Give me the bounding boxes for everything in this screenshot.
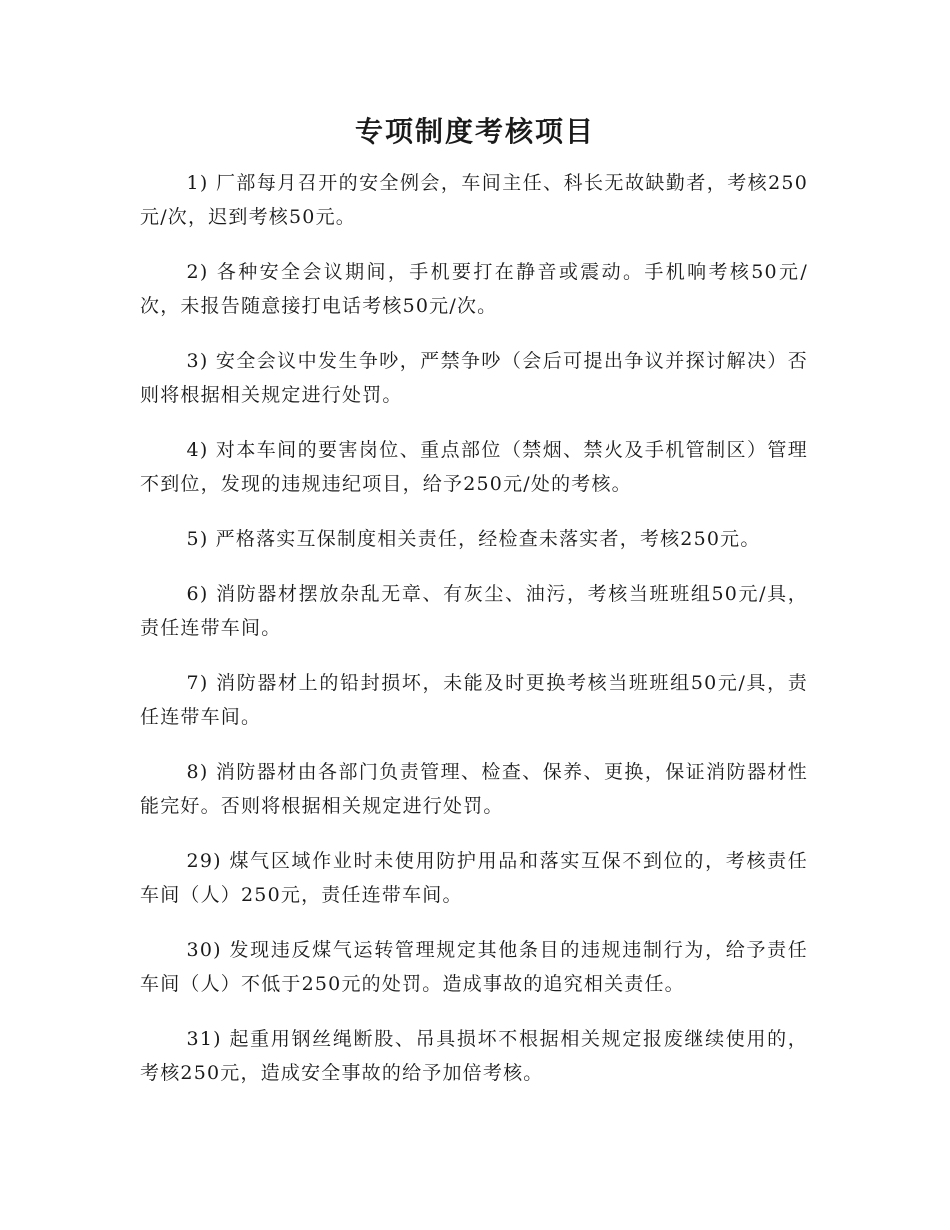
rule-item-8: 8) 消防器材由各部门负责管理、检查、保养、更换，保证消防器材性能完好。否则将根据相关规定进行处罚。: [140, 761, 808, 817]
rule-item-7: 7) 消防器材上的铅封损坏，未能及时更换考核当班班组50元/具，责任连带车间。: [140, 672, 808, 728]
rule-item-6: 6) 消防器材摆放杂乱无章、有灰尘、油污，考核当班班组50元/具，责任连带车间。: [140, 583, 808, 639]
rule-item-29: 29) 煤气区域作业时未使用防护用品和落实互保不到位的，考核责任车间（人）250元，责任连带车间。: [140, 850, 808, 906]
rule-item-5: 5) 严格落实互保制度相关责任，经检查未落实者，考核250元。: [186, 528, 761, 550]
rule-item-1: 1) 厂部每月召开的安全例会，车间主任、科长无故缺勤者，考核250元/次，迟到考核50元。: [140, 172, 808, 228]
document-body: [140, 166, 808, 1111]
rule-item-3: 3) 安全会议中发生争吵，严禁争吵（会后可提出争议并探讨解决）否则将根据相关规定进行处罚。: [140, 350, 808, 406]
rule-item-31: 31) 起重用钢丝绳断股、吊具损坏不根据相关规定报废继续使用的，考核250元，造成安全事故的给予加倍考核。: [140, 1028, 808, 1084]
rule-item-30: 30) 发现违反煤气运转管理规定其他条目的违规违制行为，给予责任车间（人）不低于250元的处罚。造成事故的追究相关责任。: [140, 939, 808, 995]
rule-item-2: 2) 各种安全会议期间，手机要打在静音或震动。手机响考核50元/次，未报告随意接打电话考核50元/次。: [140, 261, 808, 317]
rule-item-4: 4) 对本车间的要害岗位、重点部位（禁烟、禁火及手机管制区）管理不到位，发现的违规违纪项目，给予250元/处的考核。: [140, 439, 808, 495]
document-title: 专项制度考核项目: [354, 115, 595, 148]
